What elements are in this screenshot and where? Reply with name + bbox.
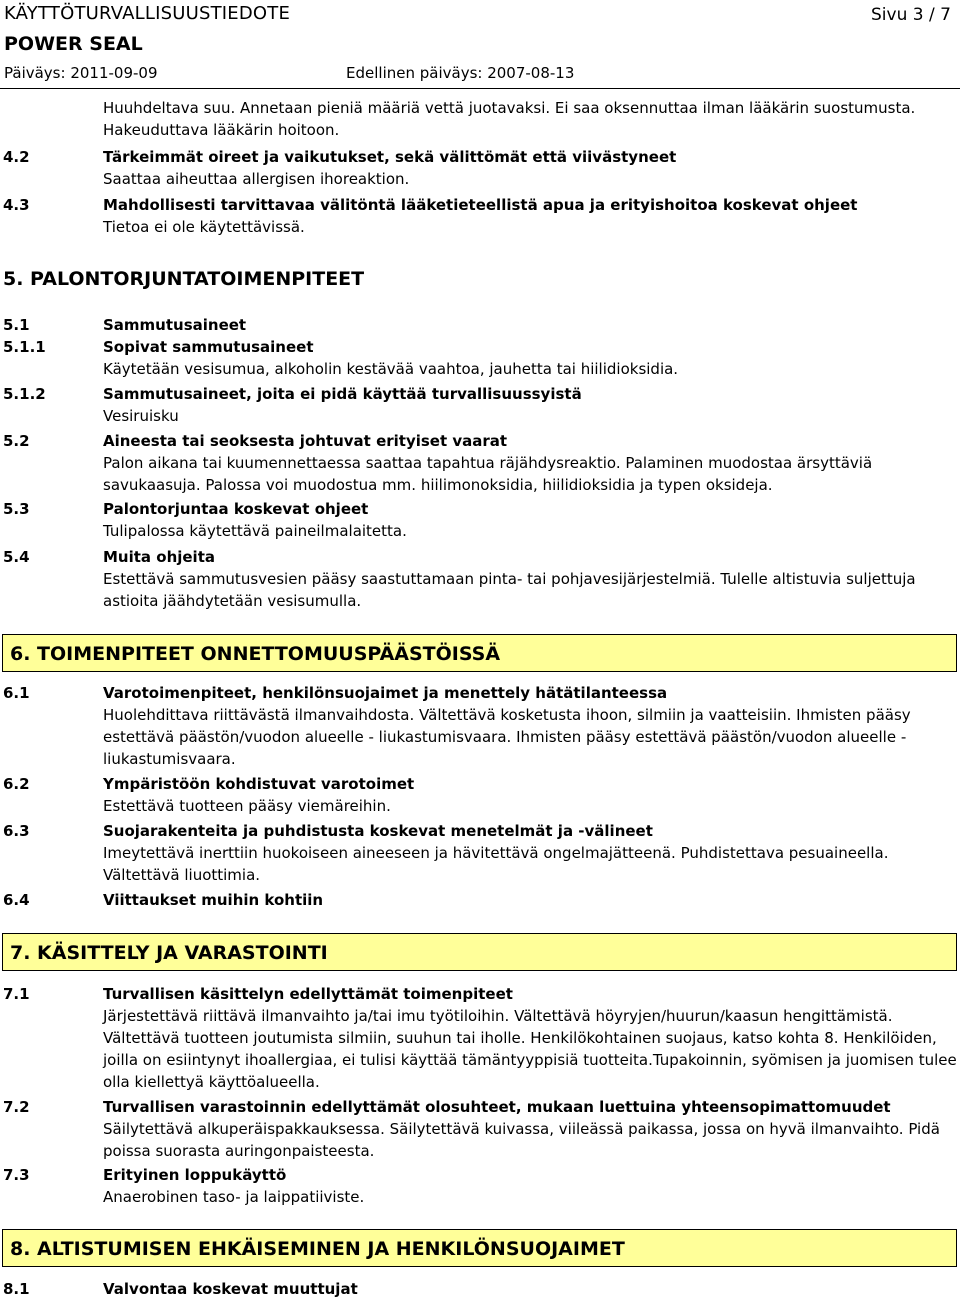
subsection-text: Vältettävä tuotteen joutumista silmiin, suuhun tai iholle. Henkilökohtainen suojaus, katso kohta 8. Henkilöiden, <box>103 1029 937 1047</box>
subsection-heading: Sopivat sammutusaineet <box>103 338 314 356</box>
subsection-text: Käytetään vesisumua, alkoholin kestävää vaahtoa, jauhetta tai hiilidioksidia. <box>103 360 679 378</box>
first-aid-text: Hakeuduttava lääkärin hoitoon. <box>103 121 340 139</box>
subsection-number: 7.3 <box>3 1166 30 1184</box>
subsection-text: savukaasuja. Palossa voi muodostua mm. hiilimonoksidia, hiilidioksidia ja typen oksideja. <box>103 476 773 494</box>
subsection-number: 4.2 <box>3 148 30 166</box>
section-title: 8. ALTISTUMISEN EHKÄISEMINEN JA HENKILÖNSUOJAIMET <box>10 1238 625 1260</box>
section-banner <box>2 933 957 971</box>
subsection-number: 5.1.1 <box>3 338 46 356</box>
subsection-heading: Muita ohjeita <box>103 548 215 566</box>
subsection-text: Saattaa aiheuttaa allergisen ihoreaktion. <box>103 170 410 188</box>
subsection-heading: Tärkeimmät oireet ja vaikutukset, sekä välittömät että viivästyneet <box>103 148 677 166</box>
subsection-heading: Valvontaa koskevat muuttujat <box>103 1280 358 1298</box>
subsection-heading: Suojarakenteita ja puhdistusta koskevat menetelmät ja -välineet <box>103 822 653 840</box>
subsection-heading: Palontorjuntaa koskevat ohjeet <box>103 500 369 518</box>
previous-date: Edellinen päiväys: 2007-08-13 <box>346 64 575 82</box>
subsection-heading: Turvallisen varastoinnin edellyttämät olosuhteet, mukaan luettuina yhteensopimattomuudet <box>103 1098 891 1116</box>
subsection-heading: Ympäristöön kohdistuvat varotoimet <box>103 775 415 793</box>
subsection-number: 6.2 <box>3 775 30 793</box>
subsection-text: Estettävä tuotteen pääsy viemäreihin. <box>103 797 391 815</box>
subsection-text: Estettävä sammutusvesien pääsy saastuttamaan pinta- tai pohjavesijärjestelmiä. Tulelle altistuvia suljettuja <box>103 570 916 588</box>
subsection-text: Vesiruisku <box>103 407 179 425</box>
subsection-number: 7.1 <box>3 985 30 1003</box>
subsection-text: poissa suorasta auringonpaisteesta. <box>103 1142 375 1160</box>
subsection-text: estettävä päästön/vuodon alueelle - liukastumisvaara. Ihmisten pääsy estettävä päästön/vuodon alueelle - <box>103 728 907 746</box>
subsection-number: 6.4 <box>3 891 30 909</box>
subsection-text: Säilytettävä alkuperäispakkauksessa. Säilytettävä kuivassa, viileässä paikassa, jossa on hyvä ilmanvaihto. Pidä <box>103 1120 940 1138</box>
subsection-number: 5.1 <box>3 316 30 334</box>
subsection-text: Huolehdittava riittävästä ilmanvaihdosta. Vältettävä kosketusta ihoon, silmiin ja vaatteisiin. Ihmisten pääsy <box>103 706 911 724</box>
subsection-number: 4.3 <box>3 196 30 214</box>
subsection-number: 8.1 <box>3 1280 30 1298</box>
document-title: KÄYTTÖTURVALLISUUSTIEDOTE <box>4 3 291 24</box>
subsection-text: Anaerobinen taso- ja laippatiiviste. <box>103 1188 365 1206</box>
subsection-text: Tulipalossa käytettävä paineilmalaitetta. <box>103 522 407 540</box>
subsection-heading: Sammutusaineet, joita ei pidä käyttää turvallisuussyistä <box>103 385 582 403</box>
subsection-text: joilla on esiintynyt ihoallergiaa, ei tulisi käyttää tämäntyyppisiä tuotteita.Tupakoinnin, syömisen ja juomisen tulee <box>103 1051 957 1069</box>
subsection-number: 6.1 <box>3 684 30 702</box>
subsection-heading: Aineesta tai seoksesta johtuvat erityiset vaarat <box>103 432 508 450</box>
subsection-number: 5.4 <box>3 548 30 566</box>
subsection-heading: Mahdollisesti tarvittavaa välitöntä lääketieteellistä apua ja erityishoitoa koskevat ohjeet <box>103 196 858 214</box>
subsection-heading: Erityinen loppukäyttö <box>103 1166 287 1184</box>
subsection-text: Vältettävä liuottimia. <box>103 866 261 884</box>
subsection-heading: Sammutusaineet <box>103 316 247 334</box>
subsection-number: 7.2 <box>3 1098 30 1116</box>
section-banner <box>2 1229 957 1267</box>
subsection-text: astioita jäähdytetään vesisumulla. <box>103 592 362 610</box>
issue-date: Päiväys: 2011-09-09 <box>4 64 158 82</box>
subsection-number: 5.1.2 <box>3 385 46 403</box>
subsection-number: 5.2 <box>3 432 30 450</box>
subsection-number: 6.3 <box>3 822 30 840</box>
subsection-text: olla kiellettyä käyttöalueella. <box>103 1073 320 1091</box>
subsection-text: Tietoa ei ole käytettävissä. <box>103 218 305 236</box>
section-title: 5. PALONTORJUNTATOIMENPITEET <box>3 268 365 290</box>
subsection-text: Järjestettävä riittävä ilmanvaihto ja/tai imu työtiloihin. Vältettävä höyryjen/huurun/kaasun hengittämistä. <box>103 1007 893 1025</box>
product-name: POWER SEAL <box>4 33 143 55</box>
subsection-heading: Varotoimenpiteet, henkilönsuojaimet ja menettely hätätilanteessa <box>103 684 668 702</box>
subsection-text: liukastumisvaara. <box>103 750 236 768</box>
section-banner <box>2 634 957 672</box>
subsection-number: 5.3 <box>3 500 30 518</box>
section-title: 7. KÄSITTELY JA VARASTOINTI <box>10 942 328 964</box>
section-title: 6. TOIMENPITEET ONNETTOMUUSPÄÄSTÖISSÄ <box>10 643 501 665</box>
subsection-heading: Turvallisen käsittelyn edellyttämät toimenpiteet <box>103 985 513 1003</box>
page-number: Sivu 3 / 7 <box>871 5 951 25</box>
subsection-text: Palon aikana tai kuumennettaessa saattaa tapahtua räjähdysreaktio. Palaminen muodostaa ärsyttäviä <box>103 454 873 472</box>
subsection-text: Imeytettävä inerttiin huokoiseen aineeseen ja hävitettävä ongelmajätteenä. Puhdistettava pesuaineella. <box>103 844 889 862</box>
header-divider <box>0 88 960 89</box>
first-aid-text: Huuhdeltava suu. Annetaan pieniä määriä vettä juotavaksi. Ei saa oksennuttaa ilman lääkärin suostumusta. <box>103 99 916 117</box>
subsection-heading: Viittaukset muihin kohtiin <box>103 891 324 909</box>
